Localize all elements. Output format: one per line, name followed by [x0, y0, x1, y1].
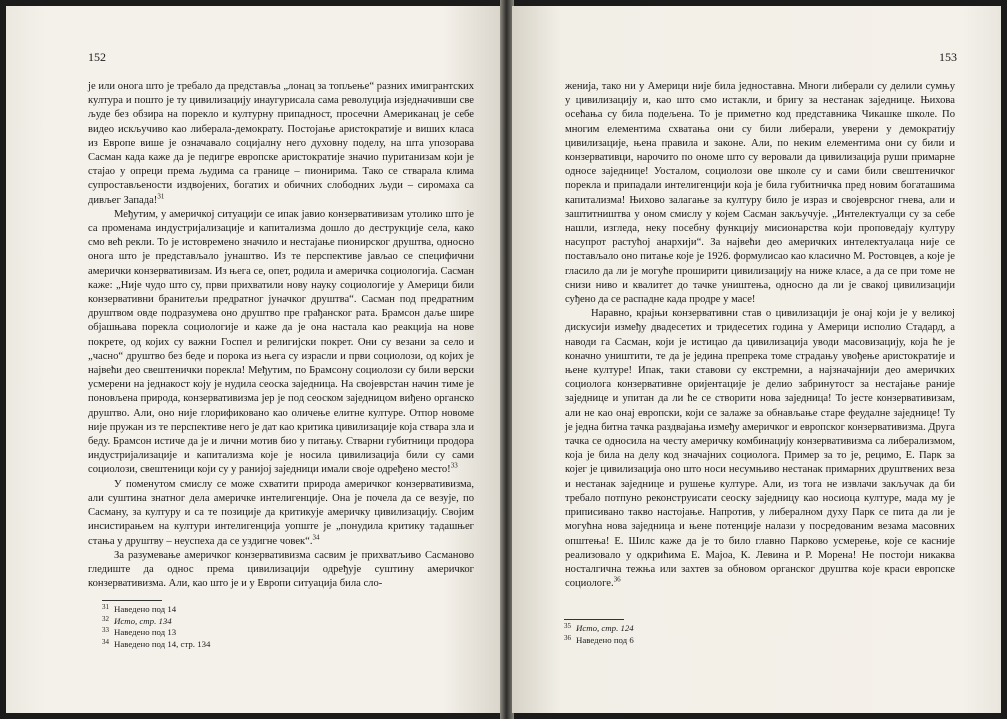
paragraph: жениja, тако ни у Америци није била једноставна. Многи либерали су делили сумњу у цивилизацију и, као што смо истакли, и бригу за нестанак заједнице. Њихова осећања су била подељена. То је приметно код представника Чикашке школе. По многим елементима схватања они су били либерали, уверени у демократију цивилизације, њена правила и законе. Али, по неким елементима они су били и конзервативци, нарочито по ономе што су веровали да цивилизација руши примарне односе заједнице! Уосталом, социолози ове школе су и сами били свештеничког порекла и припадали интелигенцији која је била губитничка пред новим богаташима капитализма! Њихово залагање за културу било је израз и својеврсног гнева, али и заштитништва у оном смислу у којем Сасман закључује. „Интелектуалци су за себе нашли, изгледа, неку посебну функцију мисионарства који проповедају културу насупрот растућој анархији“. За највећи део америчких интелектуалаца није се постављало оно питање које је 1926. формулисао као класично М. Ростовцев, а које је гласило да ли је могуће проширити цивилизацију на ниже класе, а да се при томе не снизи ниво и квалитет до тачке уништења, односно да ли је свакој цивилизацији суђено да се распадне када продре у масе!: [565, 81, 955, 306]
footnote-divider: [102, 600, 162, 601]
paragraph: За разумевање америчког конзервативизма сасвим је прихватљиво Сасманово гледиште да однос према цивилизацији одређује суштину америчког конзервативизма. Али, као што је и у Европи ситуација била сло-: [88, 549, 474, 590]
left-page: [6, 6, 502, 713]
footnote-ref: 34: [312, 532, 320, 541]
footnote-ref: 36: [613, 575, 621, 584]
footnote: 33 Наведено под 13: [102, 626, 177, 637]
footnote: 32 Исто, стр. 134: [102, 614, 172, 626]
page-body: [565, 80, 955, 591]
right-page: [512, 6, 1001, 713]
paragraph: Међутим, у америчкој ситуацији се ипак јавио конзервативизам утолико што је са променама индустријализације и капитализма дошло до деструкције села, како смо већ рекли. То је истовремено значило и нестајање пионирског друштва, односно онога што је представљало јунаштво. Из те перспективе јављао се специфични амерички конзервативизам. Из њега се, опет, родила и америчка социологија. Сасман каже: „Није чудо што су, први прихватили нову науку социологије у Америци били конзервативни бранитељи предратног јуначког друштва“. Сасман под предратним друштвом овде подразумева оно друштво пре грађанског рата. Брамсон даље шире објашњава порекла социологије и каже да је она настала као реакција на нове покрете, од којих су важни Госпел и религијски покрет. Они су везани за село и „часно“ друштво без беде и порока из њега су израсли и први социолози, од којих је највећи део свештенички порекла! Међутим, по Брамсону социолози су били верски усмерени на једнакост коју је нудила сеоска заједница. На својеврстан начин тиме је поновљена природа, конзервативизма јер је под сеоском заједницом виђено органско друштво. Али, оно није глорификовано као оличење елитне културе. Отпор новоме није пружан из те перспективе него је дат као критика цивилизације која ствара зла и беду. Брамсон истиче да је и лични мотив био у питању. Стварни губитници продора индустријализације и капитализма које је носила цивилизација били су сами социолози, свештеници који су у ранијој заједници имали своје одређено место!$^{33}$: [88, 208, 474, 476]
paragraph: је или онога што је требало да представља „лонац за топљење“ разних имигрантских култура и пошто је ту цивилизацију инаугурисала сама револуција изједначивши све људе без обзира на порекло и културну припадност, просечни Американац је себе видео искључиво као либерала-демократу. Постојање аристократије и виших класа из Европе више је означавало социјалну него духовну поделу, на шта упозорава Сасман када каже да је педигре европске аристократије значио пуританизам који је стајао у опреци према људима са границе – пионирима. Тако се стварала клима супростављености издвојених, богатих и обичних слободних људи – сиромаха са дивљег Запада!$^{31}$: [88, 81, 474, 206]
footnote: 31 Наведено под 14: [102, 603, 177, 614]
footnotes: [564, 619, 634, 646]
footnote-ref: 33: [450, 461, 458, 470]
page-body: [88, 80, 474, 591]
page-number: 152: [88, 50, 106, 64]
footnote: 35 Исто, стр. 124: [564, 622, 634, 633]
paragraph: Наравно, крајњи конзервативни став о цивилизацији је онај који је у великој дискусији између двадесетих и тридесетих година у Америци исполио Стадард, а наводи га Сасман, који је истицао да цивилизација уводи масовизацију, која ће је коначно уништити, те да је једина препрека томе страдању увођење аристократије и њене културе! Ипак, таки ставови су екстремни, а најзначајнији део америчких социолога конзервативне оријентације је делио забринутост за нестајање раније заједнице и упитан да ли ће се створити нова заједница! То јесте конзервативизам, али не као онај европски, који се залаже за обнављање старе феудалне заједнице! Ту је једна битна тачка раздвајања између америчког и европског конзервативизма. Друга тачка се односила на честу америчку комбинацију конзервативизма са либерализмом, која је била на делу код значајних социолога. Пример за то је, рецимо, Е. Парк за којег је цивилизација оно што носи несумњиво нестанак примарних друштвених веза и нестанак заједнице и рушење културе. Али, из тога не извлачи закључак да би требало потпуно реконструисати сеоску заједницу као носиоца културе, мада му је приписивано такво настојање. Напротив, у либералном духу Парк се пита да ли је могућна нова заједница и њене потенције налази у посредованим везама масовних општења! Е. Шилс каже да је то било главно Парково усмерење, које се касније реализовало у одкрићима Е. Мајоа, К. Левина и Р. Морена! Не постоји никаква носталгична тежња или захтев за обновом органског друштва које краси европске социологе.$^{36}$: [565, 308, 955, 590]
footnote: 34 Наведено под 14, стр. 134: [102, 637, 211, 649]
footnote: 36 Наведено под 6: [564, 633, 634, 645]
footnote-ref: 31: [157, 192, 165, 201]
footnotes: [102, 600, 210, 650]
paragraph: У поменутом смислу се може схватити природа америчког конзервативизма, али суштина знатног дела америчке интелигенције. Она је почела да се везује, по Сасману, за културу и са те позиције да критикује америчку цивилизацију. Својим инсистирањем на култури интелигенција уопште је „понудила критику тадашњег стања у друштву – неуспеха да се уздигне човек“.$^{34}$: [88, 478, 474, 547]
page-number: 153: [939, 50, 957, 64]
footnote-divider: [564, 619, 624, 620]
